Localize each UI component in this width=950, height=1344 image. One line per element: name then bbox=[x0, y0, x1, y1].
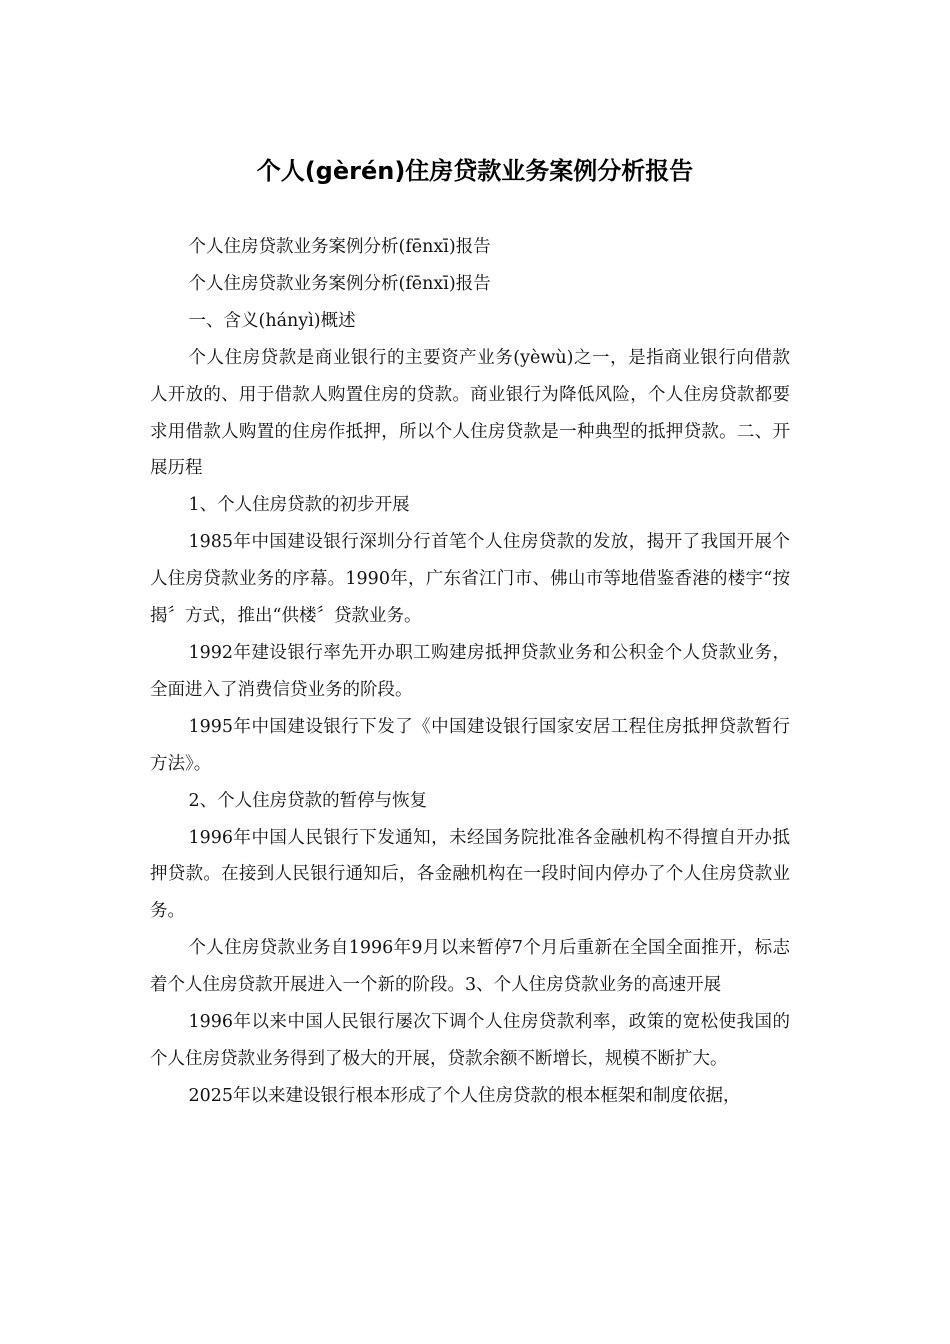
paragraph: 个人住房贷款业务案例分析(fēnxī)报告 bbox=[188, 237, 491, 257]
paragraph: 个人住房贷款业务自1996年9月以来暂停7个月后重新在全国全面推开，标志着个人住房贷款开展进入一个新的阶段。3、个人住房贷款业务的高速开展 bbox=[150, 938, 790, 996]
paragraph: 2025年以来建设银行根本形成了个人住房贷款的根本框架和制度依据， bbox=[188, 1085, 741, 1106]
section-heading: 一、含义(hányì)概述 bbox=[188, 310, 356, 331]
paragraph: 1995年中国建设银行下发了《中国建设银行国家安居工程住房抵押贷款暂行方法》。 bbox=[150, 716, 790, 774]
paragraph: 1992年建设银行率先开办职工购建房抵押贷款业务和公积金个人贷款业务，全面进入了消费信贷业务的阶段。 bbox=[150, 642, 790, 700]
paragraph: 1985年中国建设银行深圳分行首笔个人住房贷款的发放，揭开了我国开展个人住房贷款业务的序幕。1990年，广东省江门市、佛山市等地借鉴香港的楼宇“按揭〞方式，推出“供楼〞贷款业务。 bbox=[150, 532, 790, 627]
paragraph: 个人住房贷款业务案例分析(fēnxī)报告 bbox=[188, 273, 491, 294]
section-heading: 2、个人住房贷款的暂停与恢复 bbox=[188, 790, 428, 811]
paragraph: 1996年中国人民银行下发通知，未经国务院批准各金融机构不得擅自开办抵押贷款。在接到人民银行通知后，各金融机构在一段时间内停办了个人住房贷款业务。 bbox=[150, 827, 790, 922]
paragraph: 个人住房贷款是商业银行的主要资产业务(yèwù)之一，是指商业银行向借款人开放的、用于借款人购置住房的贷款。商业银行为降低风险，个人住房贷款都要求用借款人购置的住房作抵押，所以个人住房贷款是一种典型的抵押贷款。二、开展历程 bbox=[150, 347, 790, 479]
section-heading: 1、个人住房贷款的初步开展 bbox=[188, 495, 410, 516]
document-title: 个人(gèrén)住房贷款业务案例分析报告 bbox=[256, 157, 694, 185]
document-body bbox=[150, 229, 790, 1115]
paragraph: 1996年以来中国人民银行屡次下调个人住房贷款利率，政策的宽松使我国的个人住房贷款业务得到了极大的开展，贷款余额不断增长，规模不断扩大。 bbox=[150, 1012, 790, 1069]
